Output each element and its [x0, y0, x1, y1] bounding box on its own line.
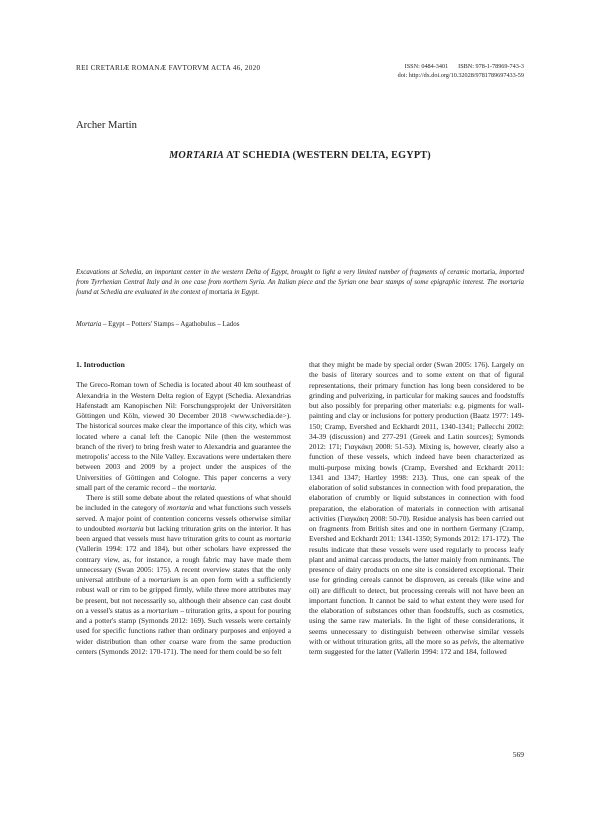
abstract-text: Excavations at Schedia, an important center in the western Delta of Egypt, brought to light a very limited number of fragments of ceramic	[76, 269, 472, 276]
italic-term: mortaria	[264, 534, 291, 543]
title-italic: MORTARIA	[169, 150, 224, 161]
text-run: but lacking trituration grits on the interior. It has been argued that vessels must have trituration grits to count as	[76, 523, 291, 543]
text-run: is an open form with a sufficiently robust wall or rim to be gripped firmly, while three more attributes may be present, but not necessarily so, although their absence can cast doubt on a vessel's status as a	[76, 575, 292, 615]
abstract-text: , imported from Tyrrhenian Central Italy and in one case from northern Syria. An Italian piece and the Syrian one bear stamps of some epigraphic interest. The mortaria found at Schedia are evaluated in the context of	[76, 269, 525, 297]
issn-isbn-row	[398, 62, 524, 71]
keyword-first: Mortaria	[76, 321, 102, 328]
left-column	[76, 360, 291, 657]
paragraph	[76, 493, 291, 657]
italic-term: mortaria	[188, 482, 215, 492]
doi-link[interactable]: doi: http://dx.doi.org/10.32028/9781789697433-59	[397, 72, 524, 79]
text-run: There is still some debate about the related questions of what should be included in the category of	[76, 493, 291, 513]
text-run: that they might be made by special order (Swan 2005: 176). Largely on the basis of literary sources and to some extent on that of figural representations, their primary function has long been considered to be grinding and pulverizing, in particular for making sauces and foodstuffs but also possibly for preparing other materials: e.g. pigments for wall-painting and clay or inclusions for pottery production (Baatz 1977: 149-150; Cramp, Evershed and Eckhardt 2011, 1340-1341; Pallecchi 2002: 34-39 (discussion) and 277-291 (Greek and Latin sources); Symonds 2012: 171; Γιαγκάκη 2008: 51-53). Mixing is, however, clearly also a function of these vessels, which indeed have been characterized as multi-purpose mixing bowls (Cramp, Evershed and Eckhardt 2011: 1341 and 1347; Hartley 1998: 213). Thus, one can speak of the elaboration of solid substances in connection with food preparation, the elaboration of crumbly or liquid substances in connection with food preparation, the elaboration of materials in connection with artisanal activities (Γιαγκάκη 2008: 50-70). Residue analysis has been carried out on fragments from British sites and one in northern Germany (Cramp, Evershed and Eckhardt 2011: 1341-1350; Symonds 2012: 171-172). The results indicate that these vessels were used regularly to process leafy plant and animal carcass products, the latter mainly from ruminants. The presence of dairy products on one site is considered exceptional. Their use for grinding cereals cannot be disproven, as cereals (like wine and oil) are difficult to detect, but processing cereals will not have been an important function. It cannot be said to what extent they were used for the elaboration of substances other than foodstuffs, such as cosmetics, using the same raw materials. In the light of these considerations, it seems unnecessary to distinguish between otherwise similar vessels with or without trituration grits, all the more so as	[309, 360, 524, 646]
author-name: Archer Martin	[76, 120, 137, 131]
abstract	[76, 268, 524, 299]
text-run: and what functions such vessels served. A major point of contention concerns vessels otherwise similar to undoubted	[76, 503, 291, 533]
text-run: The Greco-Roman town of Schedia is located about 40 km southeast of Alexandria in the Western Delta region of Egypt (Schedia. Alexandrias Hafenstadt am Kanopischen Nil: Forschungsprojekt der Universitäten Göttingen und Köln, viewed 30 December 2018 <www.schedia.de>). The historical sources make clear the importance of this city, which was located where a canal left the Canopic Nile (then the westernmost branch of the river) to bring fresh water to Alexandria and guarantee the metropolis' access to the Nile Valley. Excavations were undertaken there between 2003 and 2009 by a project under the auspices of the Universities of Göttingen and Cologne. This paper concerns a very small part of the ceramic record – the	[76, 380, 291, 492]
paper-title	[0, 150, 600, 161]
italic-term: mortaria	[167, 503, 194, 513]
journal-header: REI CRETARIÆ ROMANÆ FAVTORVM ACTA 46, 2020	[76, 64, 261, 72]
keywords	[76, 320, 524, 330]
italic-term: pelvis	[460, 636, 478, 646]
text-run: , the alternative term suggested for the latter (Vallerin 1994: 172 and 184, followed	[309, 636, 524, 656]
abstract-term: mortaria	[209, 289, 233, 297]
text-run: (Vallerin 1994: 172 and 184), but other scholars have expressed the contrary view, as, for instance, a rough fabric may have made them unnecessary (Swan 2005: 175). A recent overview states that the only universal attribute of a	[76, 544, 291, 584]
italic-term: mortarium	[148, 575, 181, 584]
publication-ids	[398, 62, 524, 80]
text-run: .	[214, 482, 217, 492]
italic-term: mortaria	[117, 523, 144, 533]
paragraph	[309, 360, 524, 657]
section-heading: 1. Introduction	[76, 360, 125, 369]
paragraph	[76, 380, 291, 493]
page-number: 569	[512, 750, 524, 759]
keywords-rest: – Egypt – Potters' Stamps – Agathobulus – Lados	[101, 321, 240, 328]
right-column	[309, 360, 524, 657]
abstract-text: in Egypt.	[232, 289, 260, 297]
isbn: ISBN: 978-1-78969-743-3	[458, 63, 524, 70]
title-rest: AT SCHEDIA (WESTERN DELTA, EGYPT)	[224, 150, 431, 161]
text-run: – trituration grits, a spout for pouring and a potter's stamp (Symonds 2012: 169). Such vessels were certainly used for specific functions rather than ordinary purposes and enjoyed a wider distribution than other coarse ware from the same production centers (Symonds 2012: 170-171). The need for them could be so felt	[76, 605, 291, 656]
abstract-term: mortaria	[471, 269, 496, 276]
issn: ISSN: 0484-3401	[404, 63, 449, 70]
italic-term: mortarium	[146, 605, 179, 615]
